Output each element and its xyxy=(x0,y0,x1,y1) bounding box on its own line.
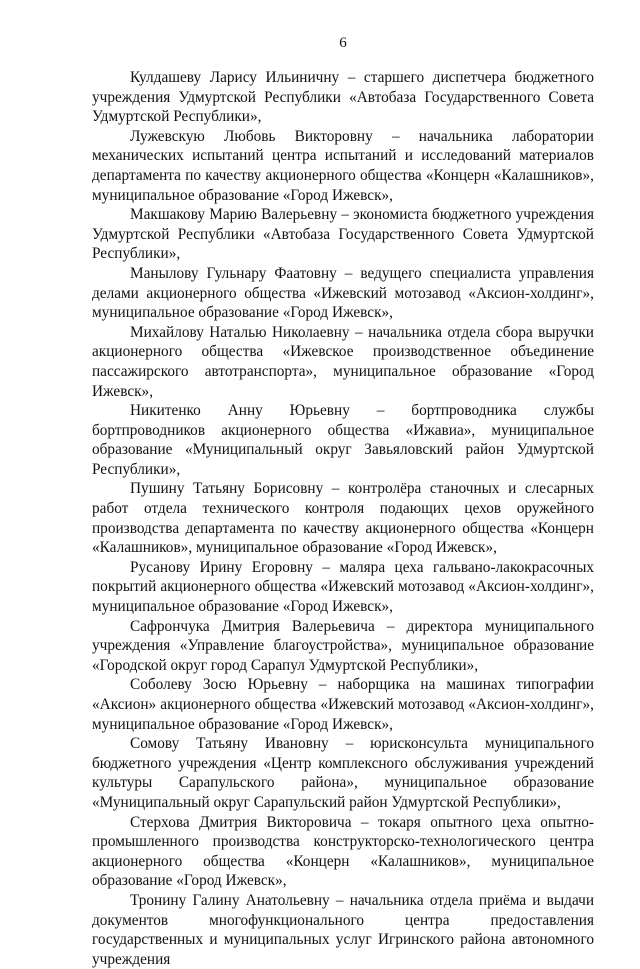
list-entry: Сомову Татьяну Ивановну – юрисконсульта муниципального бюджетного учреждения «Центр комплексного обслуживания учреждений культуры Сарапульского района», муниципальное образование «Муниципальный округ Сарапульский район Удмуртской Республики», xyxy=(92,735,594,811)
list-entry: Кулдашеву Ларису Ильиничну – старшего диспетчера бюджетного учреждения Удмуртской Республики «Автобаза Государственного Совета Удмуртской Республики», xyxy=(92,69,594,126)
page-number: 6 xyxy=(339,35,347,51)
list-entry: Русанову Ирину Егоровну – маляра цеха гальвано-лакокрасочных покрытий акционерного общества «Ижевский мотозавод «Аксион-холдинг», муниципальное образование «Город Ижевск», xyxy=(92,558,594,616)
list-entry: Стерхова Дмитрия Викторовича – токаря опытного цеха опытно-промышленного производства конструкторско-технологического центра акционерного общества «Концерн «Калашников», муниципальное образование «Город Ижевск», xyxy=(92,813,594,890)
list-entry: Тронину Галину Анатольевну – начальника отдела приёма и выдачи документов многофункционального центра предоставления государственных и муниципальных услуг Игринского района автономного учреждения xyxy=(92,891,594,968)
list-entry: Лужевскую Любовь Викторовну – начальника лаборатории механических испытаний центра испытаний и исследований материалов департамента по качеству акционерного общества «Концерн «Калашников», муниципальное образование «Город Ижевск», xyxy=(92,127,594,204)
award-list xyxy=(92,68,594,969)
list-entry: Соболеву Зосю Юрьевну – наборщика на машинах типографии «Аксион» акционерного общества «Ижевский мотозавод «Аксион-холдинг», муниципальное образование «Город Ижевск», xyxy=(92,676,594,733)
list-entry: Михайлову Наталью Николаевну – начальника отдела сбора выручки акционерного общества «Ижевское производственное объединение пассажирского автотранспорта», муниципальное образование «Город Ижевск», xyxy=(92,323,594,400)
list-entry: Пушину Татьяну Борисовну – контролёра станочных и слесарных работ отдела технического контроля подающих цехов оружейного производства департамента по качеству акционерного общества «Концерн «Калашников», муниципальное образование «Город Ижевск», xyxy=(92,480,594,557)
list-entry: Никитенко Анну Юрьевну – бортпроводника службы бортпроводников акционерного общества «Ижавиа», муниципальное образование «Муниципальный округ Завьяловский район Удмуртской Республики», xyxy=(92,402,594,478)
list-entry: Сафрончука Дмитрия Валерьевича – директора муниципального учреждения «Управление благоустройства», муниципальное образование «Городской округ город Сарапул Удмуртской Республики», xyxy=(92,617,594,674)
list-entry: Манылову Гульнару Фаатовну – ведущего специалиста управления делами акционерного общества «Ижевский мотозавод «Аксион-холдинг», муниципальное образование «Город Ижевск», xyxy=(92,264,594,322)
list-entry: Макшакову Марию Валерьевну – экономиста бюджетного учреждения Удмуртской Республики «Автобаза Государственного Совета Удмуртской Республики», xyxy=(92,206,594,263)
